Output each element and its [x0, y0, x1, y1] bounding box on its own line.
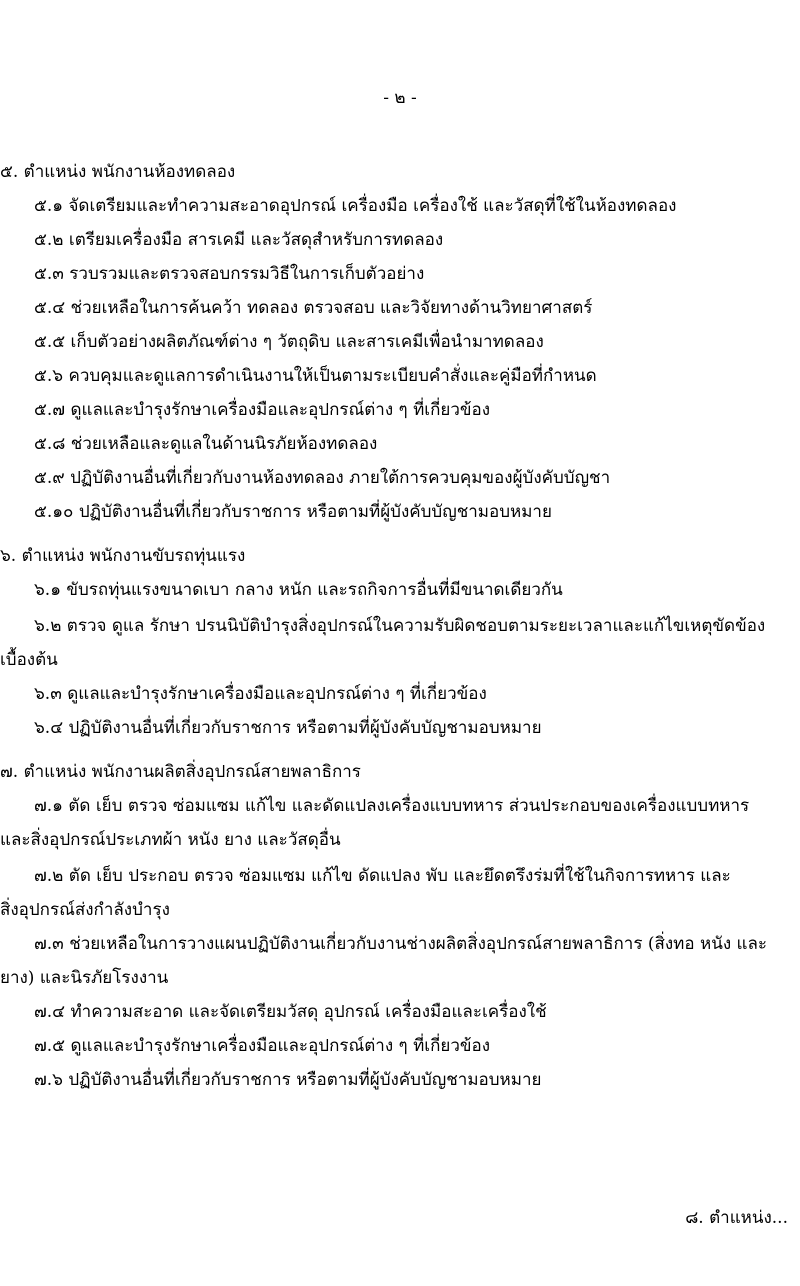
list-item: ๗.๑ ตัด เย็บ ตรวจ ซ่อมแซม แก้ไข และดัดแปลงเครื่องแบบทหาร ส่วนประกอบของเครื่องแบบทหาร [34, 796, 750, 816]
section-heading-7: ๗. ตำแหน่ง พนักงานผลิตสิ่งอุปกรณ์สายพลาธิการ [0, 762, 361, 782]
list-item: ๕.๗ ดูแลและบำรุงรักษาเครื่องมือและอุปกรณ์ต่าง ๆ ที่เกี่ยวข้อง [34, 400, 491, 420]
list-item: ๕.๓ รวบรวมและตรวจสอบกรรมวิธีในการเก็บตัวอย่าง [34, 264, 425, 284]
list-item: ๗.๕ ดูแลและบำรุงรักษาเครื่องมือและอุปกรณ์ต่าง ๆ ที่เกี่ยวข้อง [34, 1036, 491, 1056]
page-number: - ๒ - [383, 88, 417, 108]
list-item: ๗.๔ ทำความสะอาด และจัดเตรียมวัสดุ อุปกรณ์ เครื่องมือและเครื่องใช้ [34, 1002, 547, 1022]
list-item: ๖.๓ ดูแลและบำรุงรักษาเครื่องมือและอุปกรณ์ต่าง ๆ ที่เกี่ยวข้อง [34, 684, 487, 704]
list-item: ๖.๔ ปฏิบัติงานอื่นที่เกี่ยวกับราชการ หรือตามที่ผู้บังคับบัญชามอบหมาย [34, 718, 542, 738]
list-item: ๕.๘ ช่วยเหลือและดูแลในด้านนิรภัยห้องทดลอง [34, 434, 378, 454]
list-item: ๕.๙ ปฏิบัติงานอื่นที่เกี่ยวกับงานห้องทดลอง ภายใต้การควบคุมของผู้บังคับบัญชา [34, 468, 611, 488]
list-item: ๕.๔ ช่วยเหลือในการค้นคว้า ทดลอง ตรวจสอบ และวิจัยทางด้านวิทยาศาสตร์ [34, 298, 593, 318]
list-item: ๕.๕ เก็บตัวอย่างผลิตภัณฑ์ต่าง ๆ วัตถุดิบ และสารเคมีเพื่อนำมาทดลอง [34, 332, 544, 352]
list-item: ๖.๒ ตรวจ ดูแล รักษา ปรนนิบัติบำรุงสิ่งอุปกรณ์ในความรับผิดชอบตามระยะเวลาและแก้ไขเหตุขัดข้อง [34, 616, 766, 636]
list-item-continuation: สิ่งอุปกรณ์ส่งกำลังบำรุง [0, 900, 170, 920]
list-item: ๕.๑๐ ปฏิบัติงานอื่นที่เกี่ยวกับราชการ หรือตามที่ผู้บังคับบัญชามอบหมาย [34, 502, 552, 522]
list-item: ๗.๖ ปฏิบัติงานอื่นที่เกี่ยวกับราชการ หรือตามที่ผู้บังคับบัญชามอบหมาย [34, 1070, 542, 1090]
section-heading-6: ๖. ตำแหน่ง พนักงานขับรถทุ่นแรง [0, 546, 246, 566]
list-item-continuation: และสิ่งอุปกรณ์ประเภทผ้า หนัง ยาง และวัสดุอื่น [0, 830, 341, 850]
section-heading-5: ๕. ตำแหน่ง พนักงานห้องทดลอง [0, 162, 236, 182]
list-item: ๖.๑ ขับรถทุ่นแรงขนาดเบา กลาง หนัก และรถกิจการอื่นที่มีขนาดเดียวกัน [34, 580, 563, 600]
next-page-reference: ๘. ตำแหน่ง... [685, 1208, 788, 1228]
list-item-continuation: เบื้องต้น [0, 650, 58, 670]
list-item: ๕.๑ จัดเตรียมและทำความสะอาดอุปกรณ์ เครื่องมือ เครื่องใช้ และวัสดุที่ใช้ในห้องทดลอง [34, 196, 677, 216]
list-item: ๕.๒ เตรียมเครื่องมือ สารเคมี และวัสดุสำหรับการทดลอง [34, 230, 444, 250]
list-item: ๕.๖ ควบคุมและดูแลการดำเนินงานให้เป็นตามระเบียบคำสั่งและคู่มือที่กำหนด [34, 366, 597, 386]
list-item: ๗.๓ ช่วยเหลือในการวางแผนปฏิบัติงานเกี่ยวกับงานช่างผลิตสิ่งอุปกรณ์สายพลาธิการ (สิ่งทอ หนัง และ [34, 934, 768, 954]
list-item-continuation: ยาง) และนิรภัยโรงงาน [0, 968, 169, 988]
list-item: ๗.๒ ตัด เย็บ ประกอบ ตรวจ ซ่อมแซม แก้ไข ดัดแปลง พับ และยึดตรึงร่มที่ใช้ในกิจการทหาร และ [34, 866, 731, 886]
